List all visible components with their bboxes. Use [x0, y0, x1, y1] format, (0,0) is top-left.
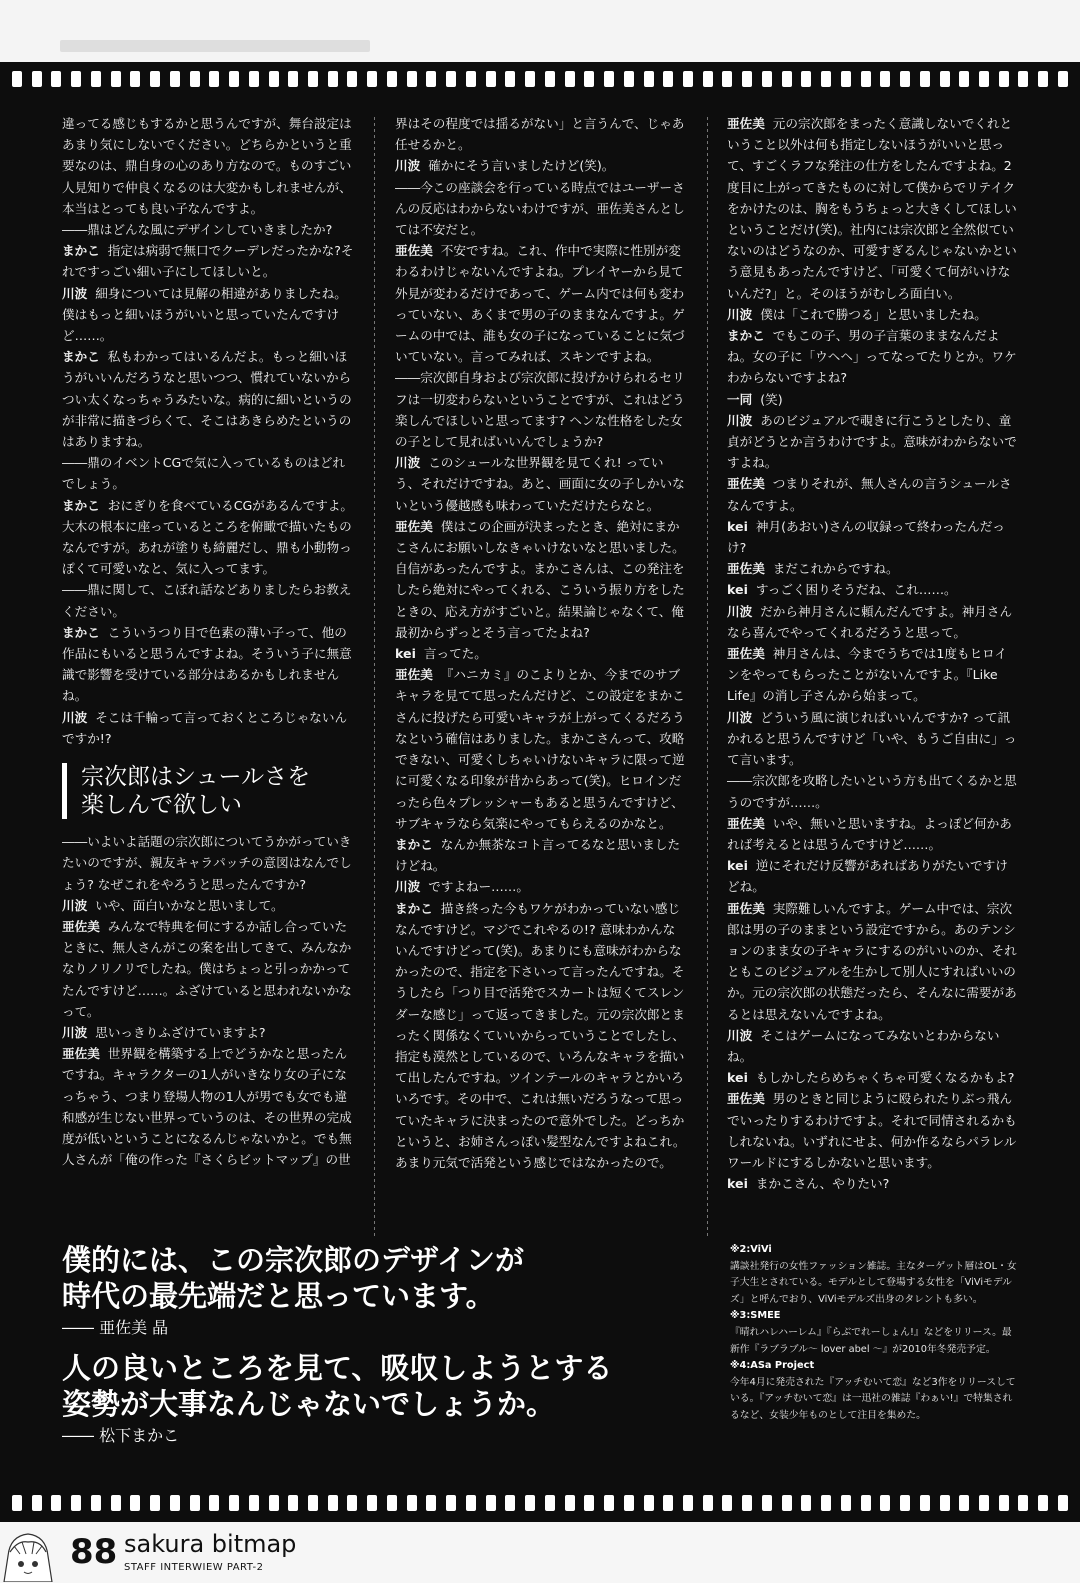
speech-text: 逆にそれだけ反響があればありがたいですけどね。 — [727, 858, 1008, 895]
film-sprocket-hole — [762, 71, 772, 87]
film-sprocket-hole — [545, 71, 555, 87]
film-sprocket-hole — [130, 71, 140, 87]
speech-text: つまりそれが、無人さんの言うシュールさなんですよ。 — [727, 476, 1012, 513]
interview-paragraph — [62, 283, 354, 347]
film-sprocket-hole — [387, 1495, 397, 1511]
speech-text: このシュールな世界観を見てくれ! っていう、それだけですね。あと、画面に女の子しかいないという優越感も味わっていただけたらなと。 — [395, 455, 685, 513]
film-sprocket-hole — [940, 71, 950, 87]
footnote-label: ※3:SMEE — [730, 1310, 781, 1322]
speaker-name: 亜佐美 — [727, 1091, 765, 1107]
film-sprocket-hole — [841, 71, 851, 87]
film-sprocket-hole — [71, 71, 81, 87]
film-sprocket-hole — [940, 1495, 950, 1511]
quote-line: 人の良いところを見て、吸収しようとする — [62, 1351, 613, 1385]
film-sprocket-hole — [249, 1495, 259, 1511]
speaker-name: 川波 — [727, 306, 753, 322]
chibi-character-icon — [0, 1526, 56, 1582]
film-sprocket-hole — [111, 1495, 121, 1511]
speaker-name: kei — [727, 582, 748, 598]
film-sprocket-hole — [288, 1495, 298, 1511]
film-sprocket-hole — [703, 1495, 713, 1511]
film-sprocket-hole — [229, 71, 239, 87]
speech-text: すっごく困りそうだね、これ……。 — [755, 582, 957, 598]
film-sprocket-hole — [644, 1495, 654, 1511]
interview-paragraph — [62, 707, 354, 749]
film-sprocket-hole — [505, 1495, 515, 1511]
film-sprocket-hole — [1058, 71, 1068, 87]
film-sprocket-hole — [624, 71, 634, 87]
speech-text: 不安ですね。これ、作中で実際に性別が変わるわけじゃないんですよね。プレイヤーから見て外見が変わるだけであって、ゲーム内では何も変わっていない、あくまで男の子のままなんですよ。ゲームの中では、誰も女の子になっていることに気づいていない。言ってみれば、スキンですよね。 — [395, 243, 685, 365]
speaker-name: kei — [395, 646, 416, 662]
film-panel — [0, 62, 1080, 1522]
speech-text: 指定は病弱で無口でクーデレだったかな?それですっごい細い子にしてほしいと。 — [62, 243, 354, 280]
film-sprocket-hole — [91, 71, 101, 87]
film-sprocket-hole — [999, 71, 1009, 87]
speech-text: そこはゲームになってみないとわからないね。 — [727, 1027, 1000, 1064]
interview-paragraph — [727, 643, 1019, 707]
interview-paragraph — [727, 1067, 1019, 1088]
speech-text: 男のときと同じように殴られたりぶっ飛んでいったりするわけですよ。それで同情されるかもしれないね。いずれにせよ、何か作るならパラレルワールドにするしかないと思います。 — [727, 1091, 1017, 1170]
film-sprocket-hole — [644, 71, 654, 87]
speaker-name: まかこ — [727, 328, 765, 344]
speaker-name: 川波 — [395, 879, 421, 895]
interview-paragraph — [395, 898, 687, 1174]
interview-paragraph — [395, 240, 687, 367]
interview-paragraph — [62, 831, 354, 895]
film-sprocket-hole — [979, 71, 989, 87]
film-sprocket-hole — [446, 1495, 456, 1511]
speech-text: みんなで特典を何にするか話し合っていたときに、無人さんがこの案を出してきて、みんなかなりノリノリでしたね。僕はちょっと引っかかってたんですけど……。ふざけていると思われないかなって。 — [62, 918, 352, 1019]
film-sprocket-hole — [328, 71, 338, 87]
speaker-name: 亜佐美 — [727, 815, 765, 831]
speaker-name: 亜佐美 — [62, 918, 100, 934]
film-sprocket-hole — [426, 71, 436, 87]
section-subtitle: STAFF INTERWIEW PART-2 — [124, 1562, 264, 1573]
interview-paragraph — [62, 1043, 354, 1170]
film-sprocket-hole — [12, 71, 22, 87]
speaker-name: 亜佐美 — [727, 476, 765, 492]
film-sprocket-hole — [170, 1495, 180, 1511]
speech-text: 言ってた。 — [423, 646, 487, 662]
section-heading-line: 楽しんで欲しい — [81, 792, 242, 819]
interviewer-question: ――いよいよ話題の宗次郎についてうかがっていきたいのですが、親友キャラパッチの意図はなんでしょう? なぜこれをやろうと思ったんですか? — [62, 834, 352, 892]
film-sprocket-hole — [486, 1495, 496, 1511]
film-sprocket-hole — [545, 1495, 555, 1511]
film-sprocket-hole — [821, 71, 831, 87]
interview-paragraph — [62, 1022, 354, 1043]
film-sprocket-hole — [229, 1495, 239, 1511]
interview-paragraph — [62, 346, 354, 452]
interviewer-question: 界はその程度では揺るがない」と言うんで、じゃあ任せるかと。 — [395, 116, 685, 153]
film-sprocket-hole — [1038, 1495, 1048, 1511]
film-sprocket-hole — [269, 71, 279, 87]
film-sprocket-hole — [367, 71, 377, 87]
speaker-name: 亜佐美 — [62, 1046, 100, 1062]
footnote — [730, 1242, 1020, 1308]
speech-text: そこは千輪って言っておくところじゃないんですか!? — [62, 709, 348, 746]
footnote-label: ※4:ASa Project — [730, 1360, 815, 1372]
quote-author: ―― 松下まかこ — [62, 1426, 180, 1445]
film-sprocket-hole — [801, 1495, 811, 1511]
interview-paragraph — [395, 516, 687, 643]
film-sprocket-hole — [426, 1495, 436, 1511]
speech-text: いや、面白いかなと思いまして。 — [95, 897, 284, 913]
film-sprocket-hole — [565, 71, 575, 87]
interview-paragraph — [727, 707, 1019, 771]
speaker-name: 川波 — [727, 412, 753, 428]
interview-paragraph — [727, 898, 1019, 1025]
speaker-name: 亜佐美 — [727, 900, 765, 916]
speaker-name: 亜佐美 — [727, 646, 765, 662]
film-sprocket-hole — [880, 1495, 890, 1511]
speaker-name: 川波 — [727, 709, 753, 725]
speech-text: どういう風に演じればいいんですか? って訊かれると思うんですけど「いや、もうご自由に」って言います。 — [727, 709, 1017, 768]
speech-text: もしかしたらめちゃくちゃ可愛くなるかもよ? — [755, 1070, 1015, 1086]
film-sprocket-hole — [683, 71, 693, 87]
speech-text: 『ハニカミ』のこよりとか、今までのサブキャラを見てて思ったんだけど、この設定をまかこさんに投げたら可愛いキャラが上がってくるだろうなという確信はありました。まかこさんって、攻略できない、可愛くしちゃいけないキャラに限って逆に可愛くなる印象が昔からあって(笑)。ヒロインだったら色々プレッシャーもあると思うんですけど、サブキャラなら気楽にやってもらえるのかなと。 — [395, 667, 685, 831]
film-sprocket-hole — [604, 1495, 614, 1511]
interview-paragraph — [395, 113, 687, 155]
interviewer-question: ――今この座談会を行っている時点ではユーザーさんの反応はわからないわけですが、亜佐美さんとしては不安だと。 — [395, 179, 685, 238]
film-sprocket-hole — [249, 71, 259, 87]
film-sprocket-hole — [347, 1495, 357, 1511]
speech-text: 世界観を構築する上でどうかなと思ったんですね。キャラクターの1人がいきなり女の子になっちゃう、つまり登場人物の1人が男でも女でも違和感が生じない世界っていうのは、その世界の完成度が低いということになるんじゃないかと。でも無人さんが「俺の作った『さくらビットマップ』の世 — [62, 1046, 352, 1168]
speech-text: おにぎりを食べているCGがあるんですよ。大木の根本に座っているところを俯瞰で描いたものなんですが。あれが塗りも綺麗だし、鼎も小動物っぽくて可愛いなと、気に入ってます。 — [62, 497, 354, 577]
interviewer-question: ――鼎のイベントCGで気に入っているものはどれでしょう。 — [62, 455, 346, 492]
interview-paragraph — [727, 516, 1019, 558]
speech-text: 細身については見解の相違がありましたね。僕はもっと細いほうがいいと思っていたんですけど……。 — [62, 285, 347, 344]
film-sprocket-hole — [328, 1495, 338, 1511]
interview-paragraph — [727, 389, 1019, 410]
interview-paragraph — [62, 113, 354, 219]
speaker-name: まかこ — [62, 243, 100, 259]
interview-paragraph — [62, 240, 354, 282]
film-sprockets-bottom — [0, 1492, 1080, 1514]
film-sprocket-hole — [565, 1495, 575, 1511]
film-sprocket-hole — [703, 71, 713, 87]
film-sprocket-hole — [32, 71, 42, 87]
film-sprocket-hole — [900, 71, 910, 87]
speaker-name: 亜佐美 — [395, 243, 433, 259]
film-sprocket-hole — [12, 1495, 22, 1511]
film-sprocket-hole — [900, 1495, 910, 1511]
speech-text: 実際難しいんですよ。ゲーム中では、宗次郎は男の子のままという設定ですから。あのテンションのまま女の子キャラにするのがいいのか、それともこのビジュアルを生かして別人にすればいいのか。元の宗次郎の状態だったら、そんなに需要があるとは思えないんですよね。 — [727, 900, 1017, 1022]
interview-paragraph — [395, 177, 687, 241]
section-heading-line: 宗次郎はシュールさを — [81, 764, 311, 791]
film-sprocket-hole — [742, 71, 752, 87]
film-sprocket-hole — [604, 71, 614, 87]
film-sprocket-hole — [190, 71, 200, 87]
interview-paragraph — [395, 367, 687, 452]
quote-author: ―― 亜佐美 晶 — [62, 1318, 169, 1337]
quote-line: 僕的には、この宗次郎のデザインが — [62, 1243, 524, 1277]
interview-paragraph — [62, 219, 354, 240]
film-sprocket-hole — [308, 71, 318, 87]
interview-column-2 — [395, 113, 687, 1173]
film-sprocket-hole — [525, 1495, 535, 1511]
film-sprocket-hole — [584, 1495, 594, 1511]
speech-text: 神月(あおい)さんの収録って終わったんだっけ? — [727, 518, 1005, 556]
speech-text: いや、無いと思いますね。よっぽど何かあれば考えるとは思うんですけど……。 — [727, 815, 1012, 852]
footnote-text: 『晴れハレハーレム』『らぶでれーしょん!』などをリリース。最新作『ラブラブル～ lover abel ～』が2010年冬発売予定。 — [730, 1326, 1012, 1355]
page-number: 88 — [70, 1532, 118, 1572]
speech-text: こういうつり目で色素の薄い子って、他の作品にもいると思うんですよね。そういう子に無意識で影響を受けている部分はあるかもしれませんね。 — [62, 624, 352, 704]
speaker-name: 亜佐美 — [395, 518, 433, 534]
interview-paragraph — [395, 834, 687, 876]
speech-text: 僕は「これで勝つる」と思いましたね。 — [760, 306, 987, 322]
film-sprocket-hole — [407, 71, 417, 87]
speaker-name: 亜佐美 — [395, 667, 433, 683]
speech-text: まかこさん、やりたい? — [755, 1176, 890, 1192]
interview-paragraph — [62, 452, 354, 494]
interviewer-question: ――鼎はどんな風にデザインしていきましたか? — [62, 222, 333, 238]
film-sprocket-hole — [880, 71, 890, 87]
interview-paragraph — [395, 643, 687, 664]
interview-paragraph — [727, 579, 1019, 600]
film-sprocket-hole — [51, 71, 61, 87]
page-footer — [0, 1522, 1080, 1583]
interview-paragraph — [62, 895, 354, 916]
film-sprocket-hole — [1018, 1495, 1028, 1511]
footnote — [730, 1358, 1020, 1424]
speech-text: 描き終った今もワケがわかっていない感じなんですけど。マジでこれやるの!? 意味わかんないんですけどって(笑)。あまりにも意味がわからなかったので、指定を下さいって言ったんですね。そうしたら「つり目で活発でスカートは短くてスレンダーな感じ」って返ってきました。元の宗次郎とまったく関係なくていいからっていうことでしたし、指定も漠然としているので、いろんなキャラを描いて出したんですね。ツインテールのキャラとかいろいろです。その中で、これは無いだろうなって思っていたキャラに決まったので意外でした。どっちかというと、お姉さんっぽい髪型なんですよねこれ。あまり元気で活発という感じではなかったので。 — [395, 900, 686, 1170]
film-sprocket-hole — [999, 1495, 1009, 1511]
film-sprocket-hole — [505, 71, 515, 87]
film-sprocket-hole — [584, 71, 594, 87]
column-separator — [707, 117, 708, 1237]
interview-paragraph — [395, 876, 687, 897]
interviewer-question: 違ってる感じもするかと思うんですが、舞台設定はあまり気にしないでください。どちらかというと重要なのは、鼎自身の心のあり方なので。ものすごい人見知りで仲良くなるのは大変かもしれませんが、本当はとっても良い子なんですよ。 — [62, 116, 352, 216]
film-sprocket-hole — [288, 71, 298, 87]
speaker-name: kei — [727, 1070, 748, 1086]
interviewer-question: ――宗次郎を攻略したいという方も出てくるかと思うのですが……。 — [727, 773, 1017, 810]
film-sprocket-hole — [1058, 1495, 1068, 1511]
interview-paragraph — [727, 410, 1019, 474]
speech-text: ですよねー……。 — [428, 879, 529, 895]
film-sprocket-hole — [466, 1495, 476, 1511]
footnote-text: 今年4月に発売された『アッチむいて恋』など3作をリリースしている。『アッチむいて恋』は一迅社の雑誌『わぁい!』で特集されるなど、女装少年ものとして注目を集めた。 — [730, 1376, 1016, 1421]
speaker-name: 川波 — [395, 455, 421, 471]
speech-text: 思いっきりふざけていますよ? — [95, 1024, 266, 1040]
film-sprocket-hole — [387, 71, 397, 87]
film-sprocket-hole — [920, 71, 930, 87]
speaker-name: kei — [727, 1176, 748, 1192]
film-sprocket-hole — [150, 71, 160, 87]
speaker-name: まかこ — [62, 349, 100, 365]
film-sprocket-hole — [91, 1495, 101, 1511]
film-sprocket-hole — [722, 1495, 732, 1511]
speaker-name: 川波 — [62, 897, 88, 913]
speaker-name: 川波 — [62, 709, 88, 725]
speech-text: (笑) — [760, 391, 783, 407]
pull-quotes — [62, 1242, 702, 1458]
film-sprocket-hole — [861, 71, 871, 87]
faded-header-text — [60, 40, 370, 52]
film-sprocket-hole — [51, 1495, 61, 1511]
interview-paragraph — [62, 579, 354, 621]
film-sprocket-hole — [347, 71, 357, 87]
magazine-brand: sakura bitmap — [124, 1530, 297, 1558]
speech-text: 私もわかってはいるんだよ。もっと細いほうがいいんだろうなと思いつつ、慣れていないからつい太くなっちゃうみたいな。病的に細いというのが非常に描きづらくて、そこはあきらめたというのはありますね。 — [62, 349, 352, 450]
film-sprocket-hole — [663, 1495, 673, 1511]
interview-paragraph — [62, 495, 354, 580]
film-sprocket-hole — [407, 1495, 417, 1511]
film-sprocket-hole — [32, 1495, 42, 1511]
interview-paragraph — [395, 452, 687, 516]
pull-quote — [62, 1242, 702, 1340]
speaker-name: 亜佐美 — [727, 561, 765, 577]
film-sprocket-hole — [722, 71, 732, 87]
interview-paragraph — [62, 916, 354, 1022]
speech-text: だから神月さんに頼んだんですよ。神月さんなら喜んでやってくれるだろうと思って。 — [727, 603, 1013, 640]
speaker-name: 川波 — [395, 158, 421, 174]
top-margin — [0, 0, 1080, 62]
quote-line: 時代の最先端だと思っています。 — [62, 1279, 495, 1313]
film-sprocket-hole — [209, 71, 219, 87]
interview-column-1 — [62, 113, 354, 1170]
interview-paragraph — [62, 622, 354, 707]
footnote-text: 講談社発行の女性ファッション雑誌。主なターゲット層はOL・女子大生とされている。モデルとして登場する女性を「ViViモデルズ」と呼んでおり、ViViモデルズ出身のタレントも多い。 — [730, 1260, 1017, 1305]
speaker-name: 川波 — [62, 285, 88, 301]
speaker-name: 川波 — [727, 603, 753, 619]
film-sprocket-hole — [446, 71, 456, 87]
film-sprocket-hole — [782, 71, 792, 87]
speaker-name: まかこ — [62, 624, 100, 640]
film-sprocket-hole — [801, 71, 811, 87]
film-sprocket-hole — [959, 1495, 969, 1511]
speaker-name: まかこ — [395, 836, 433, 852]
interview-paragraph — [727, 558, 1019, 579]
film-sprocket-hole — [959, 71, 969, 87]
film-sprocket-hole — [782, 1495, 792, 1511]
footnote — [730, 1308, 1020, 1358]
interview-paragraph — [727, 473, 1019, 515]
speaker-name: kei — [727, 858, 748, 874]
speech-text: でもこの子、男の子言葉のままなんだよね。女の子に「ウヘヘ」ってなってたりとか。ワケわからないですよね? — [727, 328, 1017, 386]
film-sprocket-hole — [742, 1495, 752, 1511]
film-sprocket-hole — [841, 1495, 851, 1511]
speech-text: 元の宗次郎をまったく意識しないでくれということ以外は何も指定しないほうがいいと思って、すごくラフな発注の仕方をしたんですよね。2度目に上がってきたものに対して僕からでリテイクをかけたのは、胸をもうちょっと大きくしてほしいということだけ(笑)。社内には宗次郎と全然似ていないのはどうなのか、可愛すぎるんじゃないかという意見もあったんですけど、「可愛くて何がいけないんだ?」と。そのほうがむしろ面白い。 — [727, 116, 1017, 301]
film-sprocket-hole — [150, 1495, 160, 1511]
interview-paragraph — [727, 304, 1019, 325]
film-sprocket-hole — [130, 1495, 140, 1511]
interview-paragraph — [727, 855, 1019, 897]
interview-paragraph — [727, 770, 1019, 812]
interview-paragraph — [727, 325, 1019, 389]
film-sprocket-hole — [525, 71, 535, 87]
speaker-name: 亜佐美 — [727, 116, 765, 131]
film-sprocket-hole — [920, 1495, 930, 1511]
speaker-name: まかこ — [62, 497, 100, 513]
film-sprocket-hole — [979, 1495, 989, 1511]
film-sprocket-hole — [1038, 71, 1048, 87]
interviewer-question: ――鼎に関して、こぼれ話などありましたらお教えください。 — [62, 582, 352, 619]
speech-text: あのビジュアルで覗きに行こうとしたり、童貞がどうとか言うわけですよ。意味がわからないですよね。 — [727, 412, 1017, 471]
film-sprocket-hole — [111, 71, 121, 87]
film-sprocket-hole — [683, 1495, 693, 1511]
film-sprocket-hole — [624, 1495, 634, 1511]
interview-paragraph — [395, 664, 687, 834]
film-sprocket-hole — [486, 71, 496, 87]
film-sprocket-hole — [821, 1495, 831, 1511]
speaker-name: 川波 — [727, 1027, 753, 1043]
film-sprocket-hole — [170, 71, 180, 87]
speaker-name: まかこ — [395, 900, 433, 916]
section-heading — [62, 763, 354, 819]
interview-paragraph — [727, 813, 1019, 855]
film-sprocket-hole — [762, 1495, 772, 1511]
interview-paragraph — [395, 155, 687, 176]
film-sprocket-hole — [190, 1495, 200, 1511]
film-sprockets-top — [0, 68, 1080, 90]
interview-column-3 — [727, 113, 1019, 1194]
film-sprocket-hole — [209, 1495, 219, 1511]
column-separator — [374, 117, 375, 1237]
interview-paragraph — [727, 1173, 1019, 1194]
speech-text: なんか無茶なコト言ってるなと思いましたけどね。 — [395, 836, 681, 874]
interview-paragraph — [727, 1025, 1019, 1067]
film-sprocket-hole — [269, 1495, 279, 1511]
interview-paragraph — [727, 1088, 1019, 1173]
footnotes — [730, 1242, 1020, 1425]
film-sprocket-hole — [367, 1495, 377, 1511]
speech-text: まだこれからですね。 — [772, 561, 899, 577]
film-sprocket-hole — [1018, 71, 1028, 87]
film-sprocket-hole — [71, 1495, 81, 1511]
footnote-label: ※2:ViVi — [730, 1244, 772, 1255]
film-sprocket-hole — [663, 71, 673, 87]
interviewer-question: ――宗次郎自身および宗次郎に投げかけられるセリフは一切変わらないということですが、これはどう楽しんでほしいと思ってます? ヘンな性格をした女の子として見ればいいんでしょうか? — [395, 370, 685, 450]
quote-line: 姿勢が大事なんじゃないでしょうか。 — [62, 1387, 556, 1421]
speech-text: 神月さんは、今までうちでは1度もヒロインをやってもらったことがないんですよ。『Like Life』の消し子さんから始まって。 — [727, 646, 1007, 704]
speech-text: 確かにそう言いましたけど(笑)。 — [428, 158, 615, 174]
film-sprocket-hole — [308, 1495, 318, 1511]
pull-quote — [62, 1350, 702, 1448]
speaker-name: kei — [727, 518, 748, 534]
film-sprocket-hole — [466, 71, 476, 87]
film-sprocket-hole — [861, 1495, 871, 1511]
speaker-name: 一同 — [727, 391, 753, 407]
speech-text: 僕はこの企画が決まったとき、絶対にまかこさんにお願いしなきゃいけないなと思いました。自信があったんですよ。まかこさんは、この発注をしたら絶対にやってくれる、こういう振り方をしたときの、応え方がすごいと。結果論じゃなくて、俺最初からずっとそう言ってたよね? — [395, 518, 685, 640]
speaker-name: 川波 — [62, 1024, 88, 1040]
interview-paragraph — [727, 601, 1019, 643]
interview-paragraph — [727, 113, 1019, 304]
